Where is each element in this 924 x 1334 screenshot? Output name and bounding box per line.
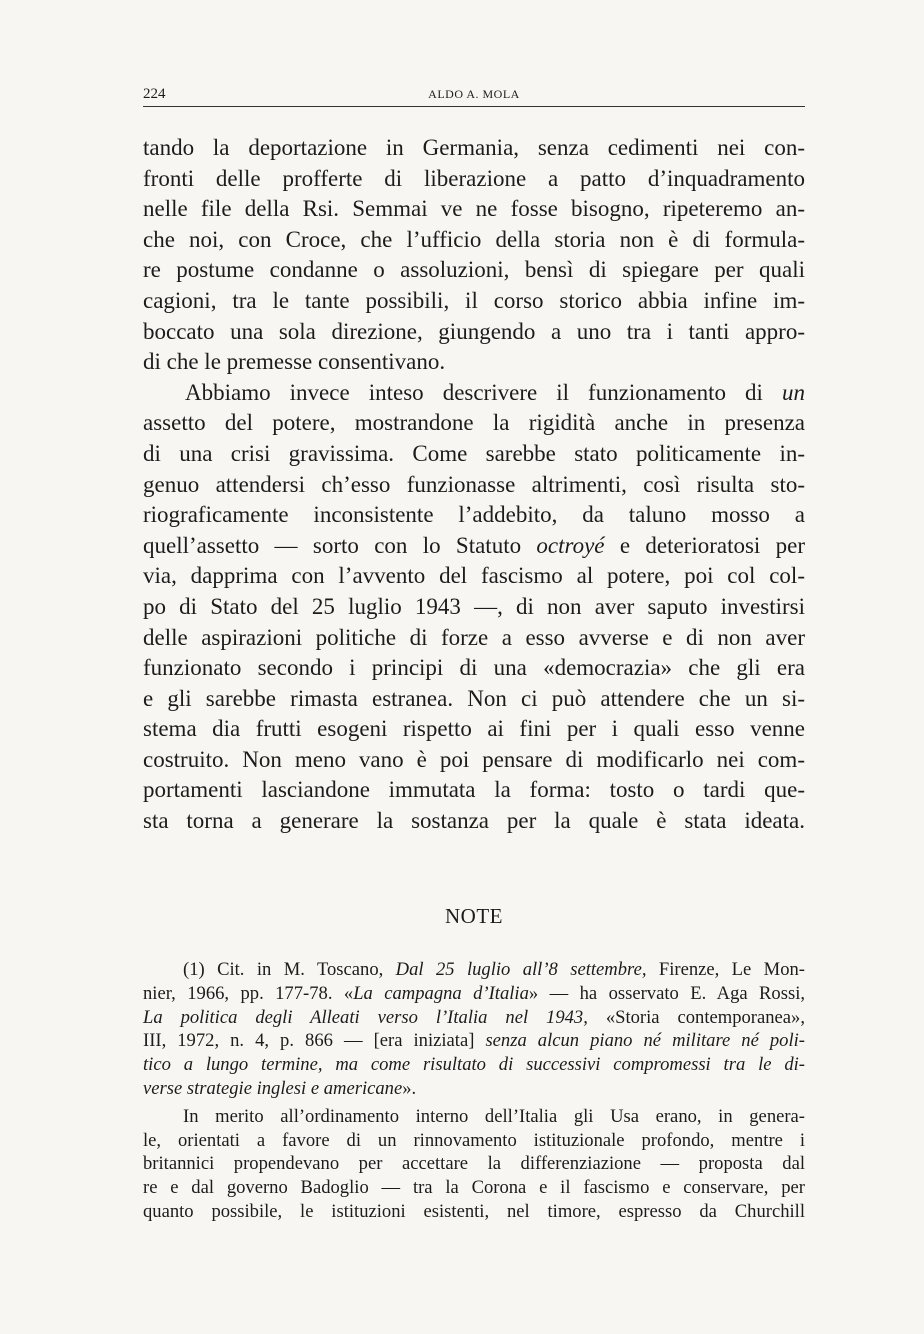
text-run: cagioni, tra le tante possibili, il corso storico abbia infine im- — [143, 287, 805, 313]
text-run: e gli sarebbe rimasta estranea. Non ci può attendere che un si- — [143, 685, 805, 711]
italic-text: un — [782, 379, 805, 405]
note-line — [143, 1029, 805, 1053]
text-run: quanto possibile, le istituzioni esistenti, nel timore, espresso da Churchill — [143, 1200, 805, 1222]
text-run: e deterioratosi per — [604, 532, 806, 558]
text-run: fronti delle profferte di liberazione a patto d’inquadramento — [143, 165, 805, 191]
text-line — [143, 439, 805, 470]
text-run: «Storia contemporanea», — [587, 1006, 805, 1028]
text-line — [143, 806, 805, 837]
text-run: tando la deportazione in Germania, senza cedimenti nei con- — [143, 135, 805, 160]
italic-text: Dal 25 luglio all’8 settembre, — [395, 959, 647, 980]
italic-text: senza alcun piano né militare né poli- — [485, 1030, 805, 1052]
note-line — [143, 1053, 805, 1077]
text-run: In merito all’ordinamento interno dell’Italia gli Usa erano, in genera- — [183, 1105, 805, 1127]
note-line — [143, 1105, 805, 1129]
text-run: nier, 1966, pp. 177-78. « — [143, 982, 354, 1004]
text-run: britannici propendevano per accettare la differenziazione — proposta dal — [143, 1153, 805, 1175]
note-line — [143, 1077, 805, 1101]
text-run: delle aspirazioni politiche di forze a esso avverse e di non aver — [143, 624, 805, 650]
text-line — [143, 653, 805, 684]
text-run: ». — [402, 1077, 417, 1099]
text-line — [143, 775, 805, 806]
text-line — [143, 255, 805, 286]
text-line — [143, 745, 805, 776]
text-run: boccato una sola direzione, giungendo a uno tra i tanti appro- — [143, 318, 805, 344]
text-run: (1) Cit. in M. Toscano, — [183, 959, 396, 980]
text-line — [143, 592, 805, 623]
text-line — [143, 531, 805, 562]
text-line — [143, 470, 805, 501]
text-line — [143, 500, 805, 531]
text-run: genuo attendersi ch’esso funzionasse altrimenti, così risulta sto- — [143, 471, 805, 497]
text-run: quell’assetto — sorto con lo Statuto — [143, 532, 537, 558]
italic-text: octroyé — [536, 532, 605, 558]
italic-text: tico a lungo termine, ma come risultato di successivi compromessi tra le di- — [143, 1054, 805, 1076]
text-run: Firenze, Le Mon- — [646, 959, 805, 980]
text-run: Abbiamo invece inteso descrivere il funzionamento di — [185, 379, 782, 405]
text-run: le, orientati a favore di un rinnovamento istituzionale profondo, mentre i — [143, 1129, 805, 1151]
running-head-author: ALDO A. MOLA — [428, 87, 520, 101]
note-line — [143, 1129, 805, 1153]
text-line — [143, 286, 805, 317]
text-run: nelle file della Rsi. Semmai ve ne fosse bisogno, ripeteremo an- — [143, 196, 805, 222]
italic-text: verse strategie inglesi e americane — [143, 1077, 403, 1099]
text-line — [143, 378, 805, 409]
text-line — [143, 347, 805, 378]
text-line — [143, 317, 805, 348]
text-run: di che le premesse consentivano. — [143, 349, 446, 375]
text-run: po di Stato del 25 luglio 1943 —, di non aver saputo investirsi — [143, 593, 805, 619]
text-line — [143, 133, 805, 164]
text-line — [143, 561, 805, 592]
note-line — [143, 958, 805, 982]
text-run: sta torna a generare la sostanza per la quale è stata ideata. — [143, 808, 805, 834]
text-run: portamenti lasciandone immutata la forma: tosto o tardi que- — [143, 777, 805, 803]
text-run: stema dia frutti esogeni rispetto ai fini per i quali esso venne — [143, 716, 805, 742]
text-run: » — ha osservato E. Aga Rossi, — [528, 982, 806, 1004]
text-run: che noi, con Croce, che l’ufficio della storia non è di formula- — [143, 226, 805, 252]
note-line — [143, 982, 805, 1006]
text-line — [143, 714, 805, 745]
text-line — [143, 225, 805, 256]
text-line — [143, 164, 805, 195]
note-line — [143, 1200, 805, 1224]
text-run: III, 1972, n. 4, p. 866 — [era iniziata] — [143, 1030, 486, 1052]
text-line — [143, 623, 805, 654]
note-line — [143, 1006, 805, 1030]
text-run: assetto del potere, mostrandone la rigidità anche in presenza — [143, 410, 805, 436]
text-run: funzionato secondo i principi di una «democrazia» che gli era — [143, 655, 805, 681]
text-run: di una crisi gravissima. Come sarebbe stato politicamente in- — [143, 440, 805, 466]
main-text — [143, 133, 805, 837]
text-run: riograficamente inconsistente l’addebito, da taluno mosso a — [143, 502, 805, 528]
page-number: 224 — [143, 86, 166, 102]
running-header — [143, 84, 805, 107]
text-run: re e dal governo Badoglio — tra la Corona e il fascismo e conservare, per — [143, 1177, 805, 1199]
text-run: re postume condanne o assoluzioni, bensì di spiegare per quali — [143, 257, 805, 283]
text-line — [143, 194, 805, 225]
note-line — [143, 1152, 805, 1176]
italic-text: La campagna d’Italia — [353, 982, 529, 1004]
text-run: via, dapprima con l’avvento del fascismo al potere, poi col col- — [143, 563, 805, 589]
italic-text: La politica degli Alleati verso l’Italia nel 1943, — [143, 1006, 588, 1028]
text-run: costruito. Non meno vano è poi pensare di modificarlo nei com- — [143, 746, 805, 772]
notes-heading: NOTE — [445, 904, 503, 928]
text-line — [143, 408, 805, 439]
text-line — [143, 684, 805, 715]
note-line — [143, 1176, 805, 1200]
footnotes — [143, 958, 805, 1224]
